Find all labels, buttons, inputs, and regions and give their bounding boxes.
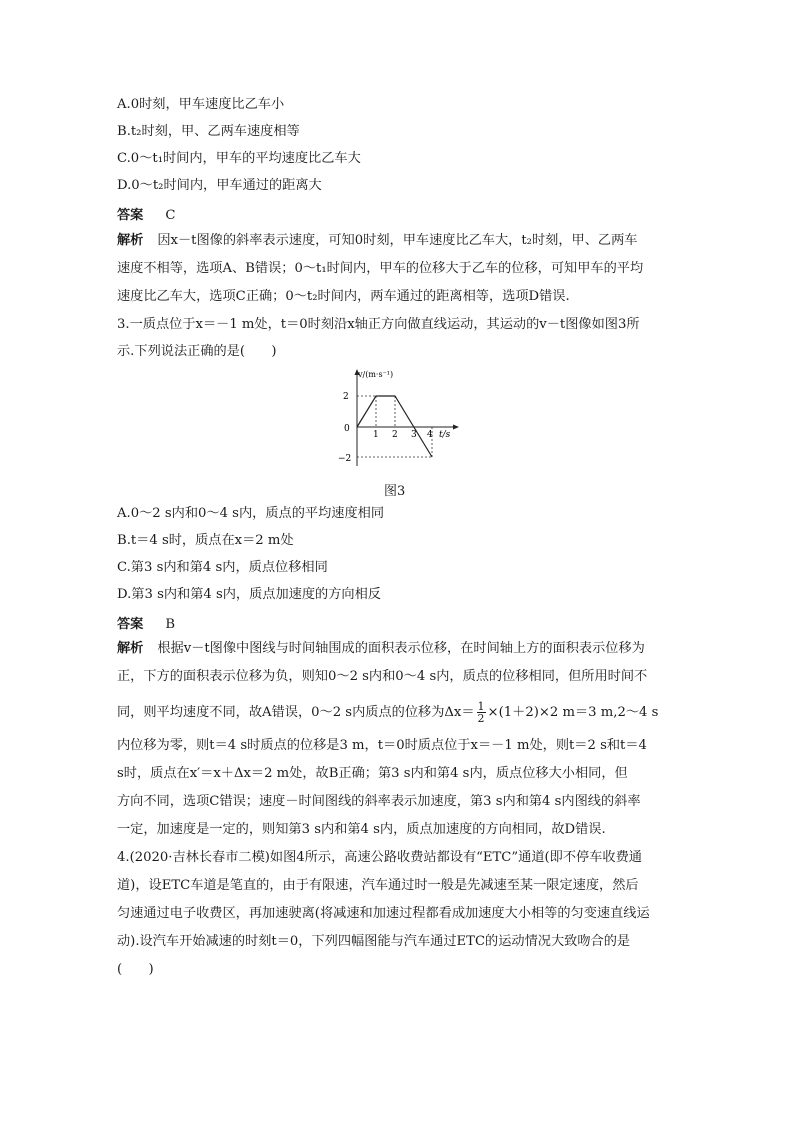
question-stem: 匀速通过电子收费区，再加速驶离(将减速和加速过程都看成加速度大小相等的匀变速直线运	[117, 906, 650, 921]
option-d: D.第3 s内和第4 s内，质点加速度的方向相反	[117, 587, 381, 602]
analysis-line: s时，质点在x′＝x＋Δx＝2 m处，故B正确；第3 s内和第4 s内，质点位移大小相同，但	[117, 766, 628, 781]
figure-caption: 图3	[384, 484, 406, 499]
answer-value: B	[165, 617, 176, 632]
answer-value: C	[165, 208, 176, 223]
option-b: B.t₂时刻，甲、乙两车速度相等	[117, 124, 300, 139]
analysis-text: 根据v－t图像中图线与时间轴围成的面积表示位移，在时间轴上方的面积表示位移为	[157, 641, 645, 656]
analysis-text: ×(1＋2)×2 m＝3 m,2～4 s	[487, 705, 659, 720]
x-tick-label: 2	[392, 430, 398, 440]
x-tick-label: 1	[373, 430, 379, 440]
option-a: A.0时刻，甲车速度比乙车小	[117, 97, 285, 112]
analysis-line: 内位移为零，则t＝4 s时质点的位移是3 m，t＝0时质点位于x＝－1 m处，则t＝2 s和t＝4	[117, 738, 647, 753]
y-tick-label: −2	[338, 454, 352, 464]
question-stem: 示.下列说法正确的是( )	[117, 344, 277, 359]
fraction-numerator: 1	[477, 700, 485, 713]
question-stem: 3.一质点位于x＝－1 m处，t＝0时刻沿x轴正方向做直线运动，其运动的v－t图像如图3所	[117, 317, 640, 332]
option-c: C.第3 s内和第4 s内，质点位移相同	[117, 560, 328, 575]
answer-row	[117, 613, 175, 632]
answer-label: 答案	[117, 617, 144, 632]
analysis-line	[117, 232, 637, 250]
analysis-label: 解析	[117, 641, 144, 656]
analysis-line: 速度不相等，选项A、B错误；0～t₁时间内，甲车的位移大于乙车的位移，可知甲车的平均	[117, 261, 644, 276]
answer-label: 答案	[117, 208, 144, 223]
analysis-line: 正，下方的面积表示位移为负，则知0～2 s内和0～4 s内，质点的位移相同，但所用时间不	[117, 669, 648, 684]
question-stem: 道)，设ETC车道是笔直的，由于有限速，汽车通过时一般是先减速至某一限定速度，然后	[117, 878, 639, 893]
fraction	[477, 701, 486, 724]
option-b: B.t＝4 s时，质点在x＝2 m处	[117, 533, 294, 548]
y-tick-label: 2	[343, 392, 349, 402]
x-tick-label: 3	[411, 430, 417, 440]
y-axis-label: v/(m·s⁻¹)	[358, 370, 394, 379]
analysis-line: 速度比乙车大，选项C正确；0～t₂时间内，两车通过的距离相等，选项D错误.	[117, 289, 570, 304]
analysis-line	[117, 640, 645, 658]
option-c: C.0～t₁时间内，甲车的平均速度比乙车大	[117, 151, 361, 166]
x-axis-arrow	[453, 425, 459, 430]
fraction-denominator: 2	[477, 712, 485, 725]
option-d: D.0～t₂时间内，甲车通过的距离大	[117, 178, 322, 193]
option-a: A.0～2 s内和0～4 s内，质点的平均速度相同	[117, 506, 385, 521]
question-stem: 动).设汽车开始减速的时刻t＝0，下列四幅图能与汽车通过ETC的运动情况大致吻合的是	[117, 934, 631, 949]
question-stem: 4.(2020·吉林长春市二模)如图4所示，高速公路收费站都设有“ETC”通道(即不停车收费通	[117, 850, 642, 865]
analysis-text: 因x－t图像的斜率表示速度，可知0时刻，甲车速度比乙车大，t₂时刻，甲、乙两车	[157, 233, 638, 248]
analysis-text: 同，则平均速度不同，故A错误，0～2 s内质点的位移为Δx＝	[117, 705, 475, 720]
x-tick-label: 4	[427, 430, 433, 440]
x-axis-label: t/s	[439, 430, 451, 440]
analysis-line: 一定，加速度是一定的，则知第3 s内和第4 s内，质点加速度的方向相同，故D错误.	[117, 822, 606, 837]
y-tick-label: 0	[344, 424, 350, 434]
question-stem: ( )	[117, 962, 154, 977]
analysis-line	[117, 701, 658, 724]
analysis-line: 方向不同，选项C错误；速度－时间图线的斜率表示加速度，第3 s内和第4 s内图线的斜率	[117, 794, 641, 809]
analysis-label: 解析	[117, 233, 144, 248]
answer-row	[117, 204, 175, 223]
vt-graph-figure	[335, 366, 465, 471]
